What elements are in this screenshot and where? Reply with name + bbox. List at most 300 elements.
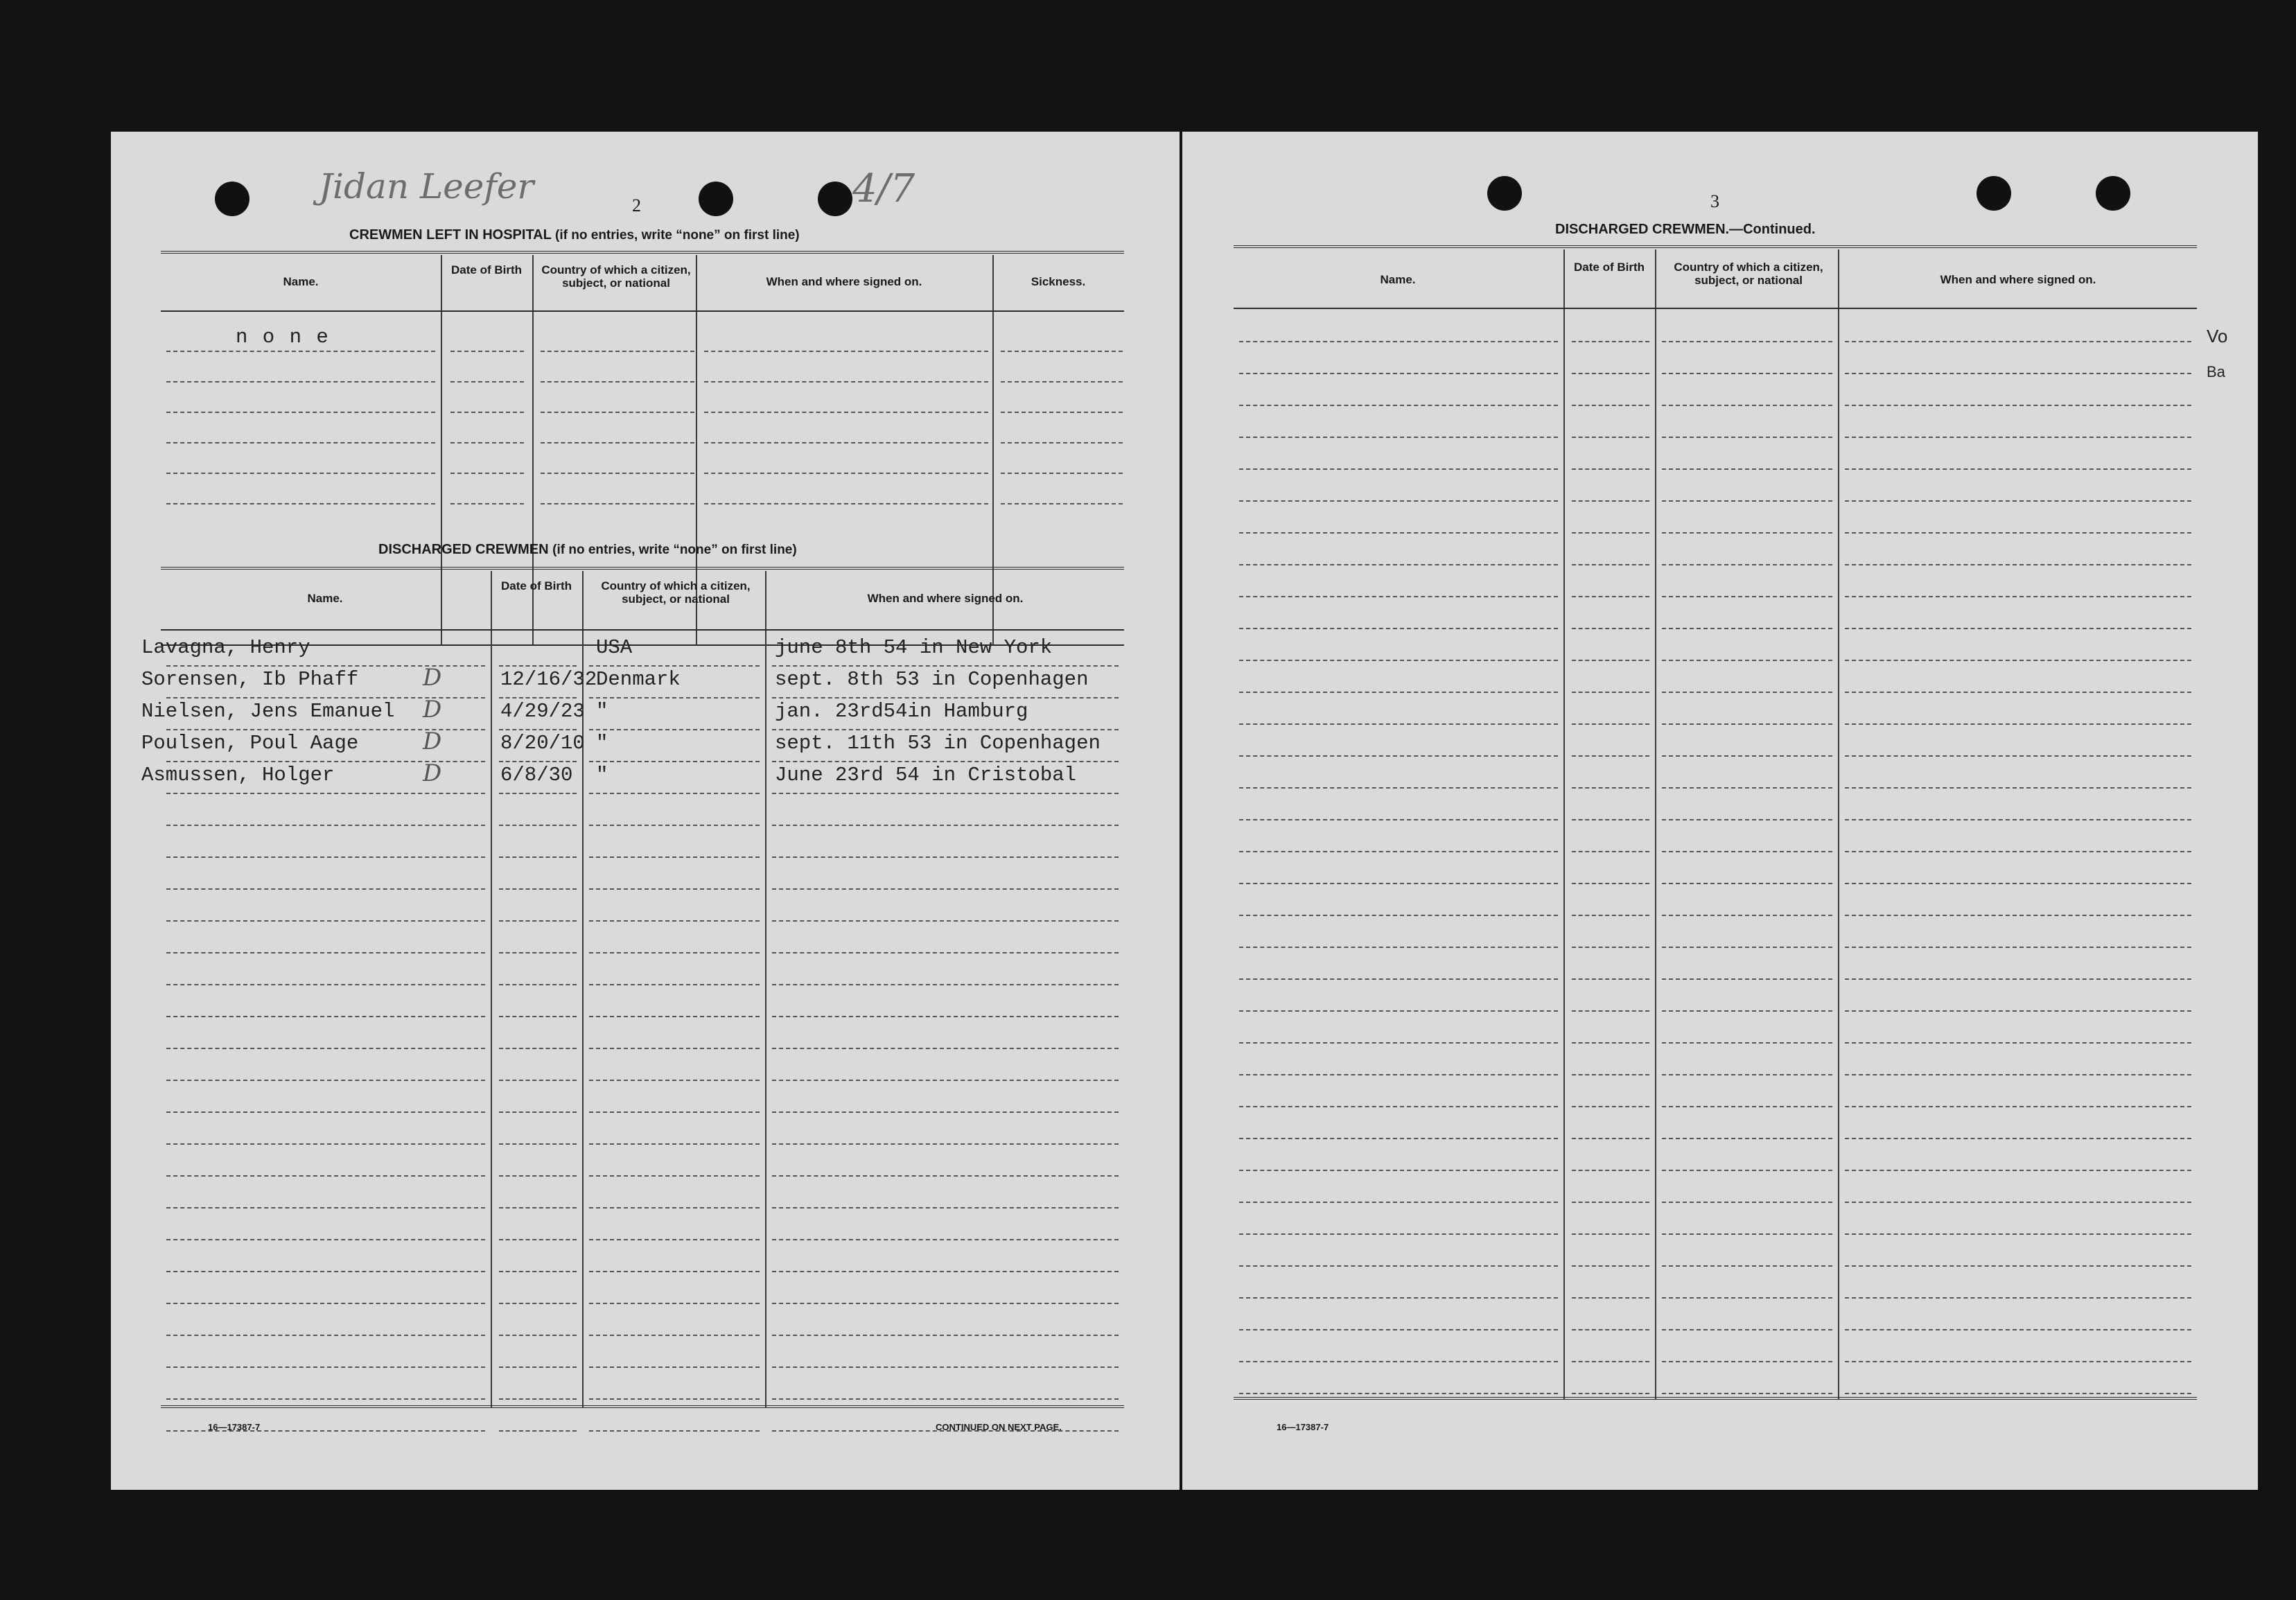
ruled-line <box>1845 978 2191 980</box>
ruled-line <box>772 1335 1119 1336</box>
ruled-line <box>704 412 988 413</box>
column-divider <box>1655 249 1656 1400</box>
ruled-line <box>1845 437 2191 438</box>
ruled-line <box>1572 468 1649 470</box>
ruled-line <box>166 1398 485 1400</box>
ruled-line <box>499 984 577 985</box>
form-number: 16—17387-7 <box>208 1422 261 1432</box>
ruled-line <box>1662 1042 1832 1044</box>
ruled-line <box>499 920 577 922</box>
row-signed-on: jan. 23rd54in Hamburg <box>775 700 1028 723</box>
ruled-line <box>450 412 524 413</box>
ruled-line <box>1239 1138 1558 1139</box>
ruled-line <box>1572 692 1649 693</box>
ruled-line <box>450 503 524 504</box>
ruled-line <box>589 1366 760 1368</box>
ruled-line <box>772 1239 1119 1240</box>
ruled-line <box>499 665 577 667</box>
ruled-line <box>1662 341 1832 342</box>
ruled-line <box>1239 1329 1558 1330</box>
ruled-line <box>1845 1393 2191 1394</box>
col-header-name: Name. <box>1380 273 1416 286</box>
table-top-rule <box>1234 245 2197 248</box>
header-bottom-rule <box>1234 308 2197 309</box>
ruled-line <box>1662 915 1832 916</box>
row-dob: 6/8/30 <box>500 764 573 786</box>
ruled-line <box>541 412 694 413</box>
row-signed-on: june 8th 54 in New York <box>775 636 1053 659</box>
ruled-line <box>772 888 1119 890</box>
ruled-line <box>772 1111 1119 1113</box>
ruled-line <box>1662 1138 1832 1139</box>
ruled-line <box>499 856 577 858</box>
page-number: 2 <box>632 195 641 216</box>
ruled-line <box>772 697 1119 698</box>
col-header-country: Country of which a citizen, subject, or national <box>601 579 751 606</box>
ruled-line <box>1239 978 1558 980</box>
ruled-line <box>1239 1361 1558 1362</box>
ruled-line <box>1662 787 1832 789</box>
ruled-line <box>1572 405 1649 406</box>
ruled-line <box>772 1080 1119 1081</box>
ruled-line <box>1662 532 1832 534</box>
ruled-line <box>1845 1202 2191 1203</box>
ruled-line <box>1239 500 1558 502</box>
ruled-line <box>1572 532 1649 534</box>
ruled-line <box>589 1207 760 1208</box>
ruled-line <box>589 984 760 985</box>
ruled-line <box>541 351 694 352</box>
ruled-line <box>772 1175 1119 1177</box>
ruled-line <box>1845 628 2191 629</box>
ruled-line <box>1662 1297 1832 1299</box>
col-header-signed-on: When and where signed on. <box>1940 273 2096 286</box>
ruled-line <box>1845 1233 2191 1235</box>
row-country: USA <box>596 636 633 659</box>
ruled-line <box>1662 723 1832 725</box>
ruled-line <box>589 920 760 922</box>
punch-hole <box>1487 176 1522 211</box>
ruled-line <box>166 503 435 504</box>
table-bottom-rule <box>161 1405 1124 1408</box>
ruled-line <box>1662 819 1832 820</box>
ruled-line <box>772 665 1119 667</box>
ruled-line <box>166 984 485 985</box>
right-page <box>1182 132 2258 1490</box>
ruled-line <box>1845 723 2191 725</box>
ruled-line <box>166 697 485 698</box>
ruled-line <box>1662 1329 1832 1330</box>
ruled-line <box>589 1048 760 1049</box>
ruled-line <box>589 952 760 953</box>
ruled-line <box>166 793 485 794</box>
hospital-title-text: CREWMEN LEFT IN HOSPITAL <box>349 227 552 243</box>
col-header-name: Name. <box>283 275 319 288</box>
ruled-line <box>1662 883 1832 884</box>
ruled-line <box>589 1239 760 1240</box>
ruled-line <box>166 729 485 730</box>
ruled-line <box>1845 755 2191 757</box>
ruled-line <box>1845 405 2191 406</box>
continued-note: CONTINUED ON NEXT PAGE. <box>936 1422 1062 1432</box>
ruled-line <box>1239 692 1558 693</box>
punch-hole <box>699 182 733 216</box>
ruled-line <box>1239 755 1558 757</box>
ruled-line <box>1572 437 1649 438</box>
ruled-line <box>499 1111 577 1113</box>
ruled-line <box>499 1335 577 1336</box>
ruled-line <box>772 1016 1119 1017</box>
ruled-line <box>1845 1361 2191 1362</box>
ruled-line <box>1239 1010 1558 1012</box>
ruled-line <box>772 920 1119 922</box>
ruled-line <box>1845 341 2191 342</box>
ruled-line <box>1572 915 1649 916</box>
col-header-dob: Date of Birth <box>501 579 572 592</box>
ruled-line <box>1239 915 1558 916</box>
ruled-line <box>1239 819 1558 820</box>
ruled-line <box>1572 373 1649 374</box>
row-country: " <box>596 700 608 723</box>
ruled-line <box>166 1175 485 1177</box>
col-header-country: Country of which a citizen, subject, or national <box>541 263 691 290</box>
ruled-line <box>1239 1042 1558 1044</box>
row-country: " <box>596 764 608 786</box>
ruled-line <box>1845 915 2191 916</box>
ruled-line <box>1572 1361 1649 1362</box>
col-header-country: Country of which a citizen, subject, or national <box>1674 261 1823 287</box>
ruled-line <box>1572 1233 1649 1235</box>
discharged-title-text: DISCHARGED CREWMEN <box>378 542 549 557</box>
col-header-dob: Date of Birth <box>1574 261 1645 274</box>
ruled-line <box>1001 473 1123 474</box>
ruled-line <box>499 761 577 762</box>
row-country: " <box>596 732 608 755</box>
ruled-line <box>1001 381 1123 383</box>
ruled-line <box>450 473 524 474</box>
row-name: Sorensen, Ib Phaff <box>141 668 359 691</box>
column-divider <box>992 255 994 646</box>
ruled-line <box>541 442 694 443</box>
column-divider <box>491 571 492 1408</box>
row-mark: D <box>423 728 442 755</box>
ruled-line <box>1239 1106 1558 1107</box>
ruled-line <box>1845 692 2191 693</box>
ruled-line <box>1845 1170 2191 1171</box>
ruled-line <box>1845 532 2191 534</box>
ruled-line <box>1572 787 1649 789</box>
ruled-line <box>166 952 485 953</box>
ruled-line <box>704 381 988 383</box>
row-dob: 4/29/23 <box>500 700 585 723</box>
ruled-line <box>1239 373 1558 374</box>
ruled-line <box>450 442 524 443</box>
col-header-sickness: Sickness. <box>1031 275 1086 288</box>
header-bottom-rule <box>161 629 1124 631</box>
ruled-line <box>1572 819 1649 820</box>
ruled-line <box>1239 660 1558 661</box>
row-country: Denmark <box>596 668 681 691</box>
page-number: 3 <box>1710 191 1719 211</box>
ruled-line <box>1845 947 2191 948</box>
ruled-line <box>1662 500 1832 502</box>
ruled-line <box>704 351 988 352</box>
ruled-line <box>1662 660 1832 661</box>
ruled-line <box>1662 851 1832 852</box>
ruled-line <box>589 1335 760 1336</box>
ruled-line <box>1239 1265 1558 1267</box>
row-mark: D <box>423 759 442 787</box>
ruled-line <box>1572 596 1649 597</box>
ruled-line <box>1572 660 1649 661</box>
col-header-signed-on: When and where signed on. <box>766 275 922 288</box>
ruled-line <box>1572 723 1649 725</box>
ruled-line <box>166 1207 485 1208</box>
ruled-line <box>1845 1297 2191 1299</box>
ruled-line <box>589 1430 760 1432</box>
ruled-line <box>499 1239 577 1240</box>
ruled-line <box>1662 1361 1832 1362</box>
punch-hole <box>1977 176 2011 211</box>
ruled-line <box>1239 341 1558 342</box>
ruled-line <box>1845 883 2191 884</box>
ruled-line <box>1239 883 1558 884</box>
edge-text: Vo <box>2207 326 2228 346</box>
row-signed-on: June 23rd 54 in Cristobal <box>775 764 1077 786</box>
ruled-line <box>589 793 760 794</box>
ruled-line <box>1662 564 1832 565</box>
ruled-line <box>1572 1138 1649 1139</box>
ruled-line <box>1662 1233 1832 1235</box>
ruled-line <box>1662 596 1832 597</box>
punch-hole <box>2096 176 2130 211</box>
ruled-line <box>1239 596 1558 597</box>
ruled-line <box>1662 468 1832 470</box>
ruled-line <box>1845 596 2191 597</box>
ruled-line <box>1572 1106 1649 1107</box>
ruled-line <box>166 825 485 826</box>
ruled-line <box>499 1080 577 1081</box>
ruled-line <box>1239 468 1558 470</box>
col-header-name: Name. <box>307 592 343 605</box>
ruled-line <box>589 825 760 826</box>
ruled-line <box>1572 628 1649 629</box>
ruled-line <box>1662 1010 1832 1012</box>
ruled-line <box>1845 1138 2191 1139</box>
ruled-line <box>1572 978 1649 980</box>
punch-hole <box>215 182 249 216</box>
row-dob: 8/20/10 <box>500 732 585 755</box>
ruled-line <box>772 984 1119 985</box>
ruled-line <box>1239 1202 1558 1203</box>
punch-hole <box>818 182 852 216</box>
ruled-line <box>1845 851 2191 852</box>
ruled-line <box>704 442 988 443</box>
ruled-line <box>589 1303 760 1304</box>
ruled-line <box>1845 1265 2191 1267</box>
ruled-line <box>1845 1106 2191 1107</box>
ruled-line <box>589 1080 760 1081</box>
ruled-line <box>166 473 435 474</box>
ruled-line <box>1662 1074 1832 1075</box>
ruled-line <box>589 1271 760 1272</box>
ruled-line <box>166 920 485 922</box>
ruled-line <box>589 761 760 762</box>
ruled-line <box>166 442 435 443</box>
table-top-rule <box>161 251 1124 254</box>
ruled-line <box>166 1048 485 1049</box>
ruled-line <box>166 1335 485 1336</box>
row-dob: 12/16/32 <box>500 668 597 691</box>
column-divider <box>765 571 766 1408</box>
ruled-line <box>772 1366 1119 1368</box>
ruled-line <box>166 381 435 383</box>
ruled-line <box>1239 723 1558 725</box>
ruled-line <box>1662 1202 1832 1203</box>
row-signed-on: sept. 11th 53 in Copenhagen <box>775 732 1101 755</box>
ruled-line <box>499 1016 577 1017</box>
ruled-line <box>1572 1329 1649 1330</box>
ruled-line <box>166 888 485 890</box>
ruled-line <box>166 1143 485 1145</box>
ruled-line <box>1572 1393 1649 1394</box>
ruled-line <box>1572 1202 1649 1203</box>
ruled-line <box>1239 1297 1558 1299</box>
ruled-line <box>1572 1074 1649 1075</box>
ruled-line <box>589 665 760 667</box>
ruled-line <box>772 1048 1119 1049</box>
ruled-line <box>541 381 694 383</box>
ruled-line <box>1845 500 2191 502</box>
ruled-line <box>1572 500 1649 502</box>
ruled-line <box>1572 851 1649 852</box>
ruled-line <box>499 1143 577 1145</box>
ruled-line <box>1845 468 2191 470</box>
ruled-line <box>166 351 435 352</box>
ruled-line <box>1845 1042 2191 1044</box>
hospital-entry: n o n e <box>236 326 330 349</box>
ruled-line <box>1001 503 1123 504</box>
ruled-line <box>1572 1170 1649 1171</box>
ruled-line <box>1001 412 1123 413</box>
ruled-line <box>1662 947 1832 948</box>
ruled-line <box>1239 1393 1558 1394</box>
row-mark: D <box>423 696 442 723</box>
ruled-line <box>1239 628 1558 629</box>
row-mark: D <box>423 664 442 692</box>
ruled-line <box>772 1207 1119 1208</box>
ruled-line <box>1662 373 1832 374</box>
ruled-line <box>166 1366 485 1368</box>
ruled-line <box>772 1271 1119 1272</box>
row-name: Poulsen, Poul Aage <box>141 732 359 755</box>
ruled-line <box>499 1430 577 1432</box>
table-top-rule <box>161 567 1124 570</box>
ruled-line <box>166 856 485 858</box>
ruled-line <box>1662 1393 1832 1394</box>
row-name: Lavagna, Henry <box>141 636 310 659</box>
hospital-instruction: (if no entries, write “none” on first line) <box>555 228 800 243</box>
ruled-line <box>1001 442 1123 443</box>
ruled-line <box>1845 1010 2191 1012</box>
ruled-line <box>1662 1106 1832 1107</box>
ruled-line <box>499 1303 577 1304</box>
ruled-line <box>499 952 577 953</box>
ruled-line <box>1572 883 1649 884</box>
col-header-dob: Date of Birth <box>451 263 522 276</box>
ruled-line <box>499 1207 577 1208</box>
ruled-line <box>166 1080 485 1081</box>
ruled-line <box>772 856 1119 858</box>
ruled-line <box>1845 787 2191 789</box>
ruled-line <box>1662 628 1832 629</box>
ruled-line <box>772 1398 1119 1400</box>
ruled-line <box>499 1398 577 1400</box>
ruled-line <box>166 761 485 762</box>
ruled-line <box>1001 351 1123 352</box>
ruled-line <box>772 825 1119 826</box>
ruled-line <box>1239 405 1558 406</box>
ruled-line <box>1572 564 1649 565</box>
ruled-line <box>772 952 1119 953</box>
ruled-line <box>1845 373 2191 374</box>
header-bottom-rule <box>161 310 1124 312</box>
ruled-line <box>499 1175 577 1177</box>
ruled-line <box>589 1175 760 1177</box>
ruled-line <box>1239 787 1558 789</box>
ruled-line <box>499 1271 577 1272</box>
ruled-line <box>166 1239 485 1240</box>
ruled-line <box>499 729 577 730</box>
discharged-instruction: (if no entries, write “none” on first line) <box>552 543 797 557</box>
ruled-line <box>499 888 577 890</box>
form-number: 16—17387-7 <box>1277 1422 1329 1432</box>
ruled-line <box>1239 1074 1558 1075</box>
ruled-line <box>589 1398 760 1400</box>
ruled-line <box>1845 1329 2191 1330</box>
ruled-line <box>704 473 988 474</box>
ruled-line <box>1662 437 1832 438</box>
ruled-line <box>772 1143 1119 1145</box>
discharged-continued-title: DISCHARGED CREWMEN.—Continued. <box>1555 222 1816 237</box>
ruled-line <box>1572 341 1649 342</box>
column-divider <box>1563 249 1565 1400</box>
ruled-line <box>499 825 577 826</box>
ruled-line <box>541 473 694 474</box>
ruled-line <box>541 503 694 504</box>
ruled-line <box>1239 1233 1558 1235</box>
ruled-line <box>1572 1297 1649 1299</box>
ruled-line <box>166 1016 485 1017</box>
ruled-line <box>772 1303 1119 1304</box>
ruled-line <box>166 1303 485 1304</box>
ruled-line <box>1572 1042 1649 1044</box>
ruled-line <box>1662 1265 1832 1267</box>
ruled-line <box>1572 1010 1649 1012</box>
ruled-line <box>589 888 760 890</box>
handwritten-note: Jidan Leefer <box>319 166 534 206</box>
row-signed-on: sept. 8th 53 in Copenhagen <box>775 668 1089 691</box>
ruled-line <box>589 1143 760 1145</box>
ruled-line <box>499 1048 577 1049</box>
ruled-line <box>1662 755 1832 757</box>
ruled-line <box>1845 819 2191 820</box>
left-page <box>111 132 1180 1490</box>
ruled-line <box>1662 978 1832 980</box>
ruled-line <box>1239 532 1558 534</box>
hospital-section-title <box>349 227 800 243</box>
ruled-line <box>1662 692 1832 693</box>
